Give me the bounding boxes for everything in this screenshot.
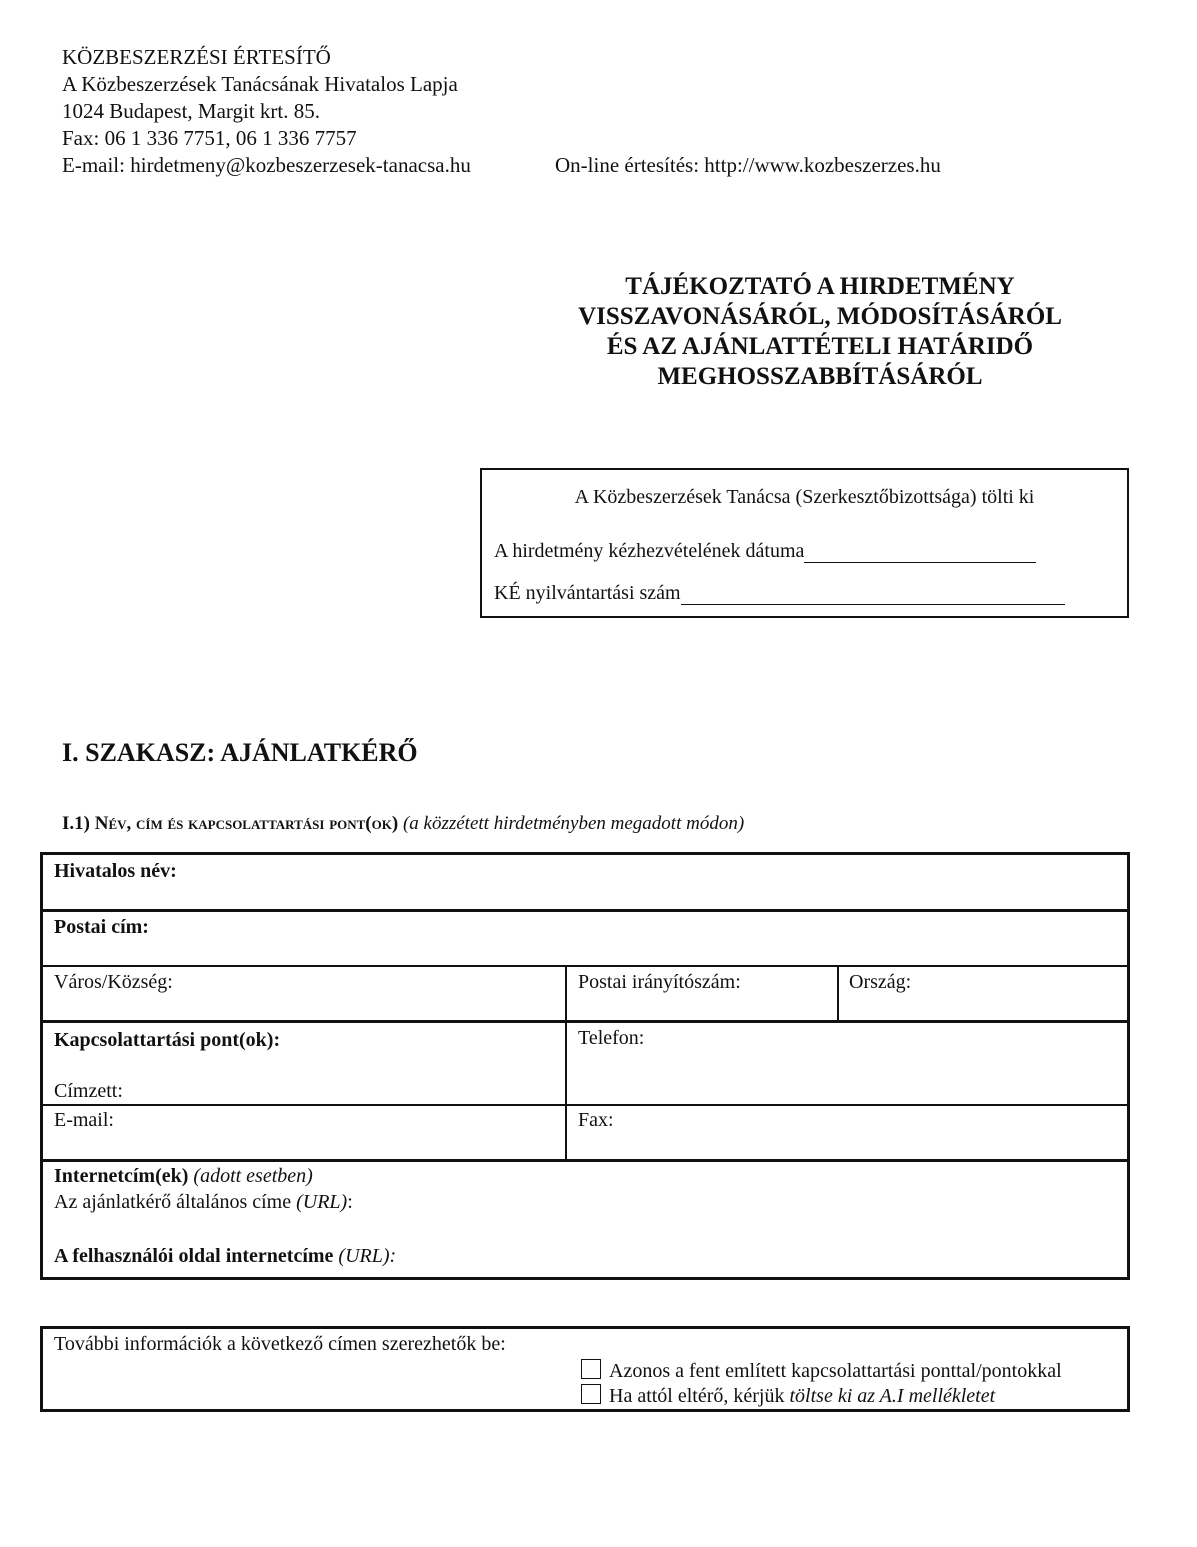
title-line-4: MEGHOSSZABBÍTÁSÁRÓL (657, 363, 983, 390)
contact-points-label: Kapcsolattartási pont(ok): (54, 1029, 281, 1051)
postal-address-field[interactable] (43, 912, 1127, 965)
further-information-box (40, 1326, 1130, 1412)
postal-address-label: Postai cím: (54, 916, 149, 938)
phone-field[interactable] (567, 1023, 1127, 1104)
journal-fax: Fax: 06 1 336 7751, 06 1 336 7757 (62, 126, 357, 150)
postcode-label: Postai irányítószám: (578, 971, 741, 993)
office-box-heading: A Közbeszerzések Tanácsa (Szerkesztőbizottsága) tölti ki (574, 486, 1035, 508)
phone-label: Telefon: (578, 1027, 645, 1049)
email-field[interactable] (43, 1106, 565, 1159)
general-address-colon: : (347, 1191, 353, 1213)
same-contact-checkbox[interactable] (581, 1359, 601, 1379)
subsection-number: I.1) (62, 813, 95, 834)
same-contact-label: Azonos a fent említett kapcsolattartási ponttal/pontokkal (609, 1360, 1062, 1382)
contracting-authority-table (40, 852, 1130, 1280)
postcode-field[interactable] (567, 967, 837, 1020)
city-label: Város/Község: (54, 971, 173, 993)
document-title (520, 272, 1120, 392)
internet-addresses-label: Internetcím(ek) (54, 1165, 189, 1187)
buyer-profile-label: A felhasználói oldal internetcíme (54, 1245, 334, 1267)
contact-points-field[interactable] (43, 1023, 565, 1104)
buyer-profile-field[interactable] (463, 1243, 1123, 1271)
journal-title: KÖZBESZERZÉSI ÉRTESÍTŐ (62, 45, 331, 69)
general-address-field[interactable] (343, 1189, 1123, 1217)
registration-number-field[interactable] (681, 584, 1065, 605)
title-line-2: VISSZAVONÁSÁRÓL, MÓDOSÍTÁSÁRÓL (578, 303, 1062, 330)
annex-checkbox[interactable] (581, 1384, 601, 1404)
office-use-box (480, 468, 1129, 618)
city-field[interactable] (43, 967, 565, 1020)
fax-field[interactable] (567, 1106, 1127, 1159)
journal-email: E-mail: hirdetmeny@kozbeszerzesek-tanacsa.hu (62, 153, 471, 177)
official-name-label: Hivatalos név: (54, 860, 177, 882)
journal-address: 1024 Budapest, Margit krt. 85. (62, 99, 321, 123)
subsection-label: Név, cím és kapcsolattartási pont(ok) (94, 813, 399, 834)
option-same-contact[interactable] (581, 1359, 1062, 1383)
journal-subtitle: A Közbeszerzések Tanácsának Hivatalos Lapja (62, 72, 458, 96)
option-annex[interactable] (581, 1384, 995, 1408)
country-field[interactable] (839, 967, 1127, 1020)
title-line-1: TÁJÉKOZTATÓ A HIRDETMÉNY (625, 273, 1015, 300)
section-title: I. SZAKASZ: AJÁNLATKÉRŐ (62, 738, 418, 767)
buyer-profile-url-note: (URL): (338, 1245, 397, 1267)
general-address-label: Az ajánlatkérő általános címe (54, 1191, 292, 1213)
official-name-field[interactable] (43, 855, 1127, 909)
fax-label: Fax: (578, 1109, 614, 1131)
general-address-row (54, 1191, 353, 1214)
email-label: E-mail: (54, 1109, 114, 1131)
registration-number-label: KÉ nyilvántartási szám (494, 582, 681, 604)
received-date-row (494, 540, 1036, 563)
received-date-field[interactable] (804, 542, 1036, 563)
received-date-label: A hirdetmény kézhezvételének dátuma (494, 540, 805, 562)
registration-number-row (494, 582, 1065, 605)
internet-addresses-note: (adott esetben) (193, 1165, 313, 1187)
buyer-profile-row (54, 1245, 396, 1268)
row-divider (43, 1159, 1127, 1162)
general-address-url-note: (URL) (296, 1191, 348, 1213)
country-label: Ország: (849, 971, 912, 993)
further-information-label: További információk a következő címen szerezhetők be: (54, 1333, 506, 1355)
subsection-title (62, 813, 744, 835)
annex-label: Ha attól eltérő, kérjük (609, 1385, 790, 1407)
journal-online: On-line értesítés: http://www.kozbeszerzes.hu (555, 153, 941, 177)
annex-label-italic: töltse ki az A.I mellékletet (789, 1385, 996, 1407)
title-line-3: ÉS AZ AJÁNLATTÉTELI HATÁRIDŐ (606, 333, 1034, 360)
internet-addresses-heading (54, 1165, 313, 1188)
subsection-note: (a közzétett hirdetményben megadott módon) (402, 813, 745, 834)
addressee-label: Címzett: (54, 1080, 123, 1102)
